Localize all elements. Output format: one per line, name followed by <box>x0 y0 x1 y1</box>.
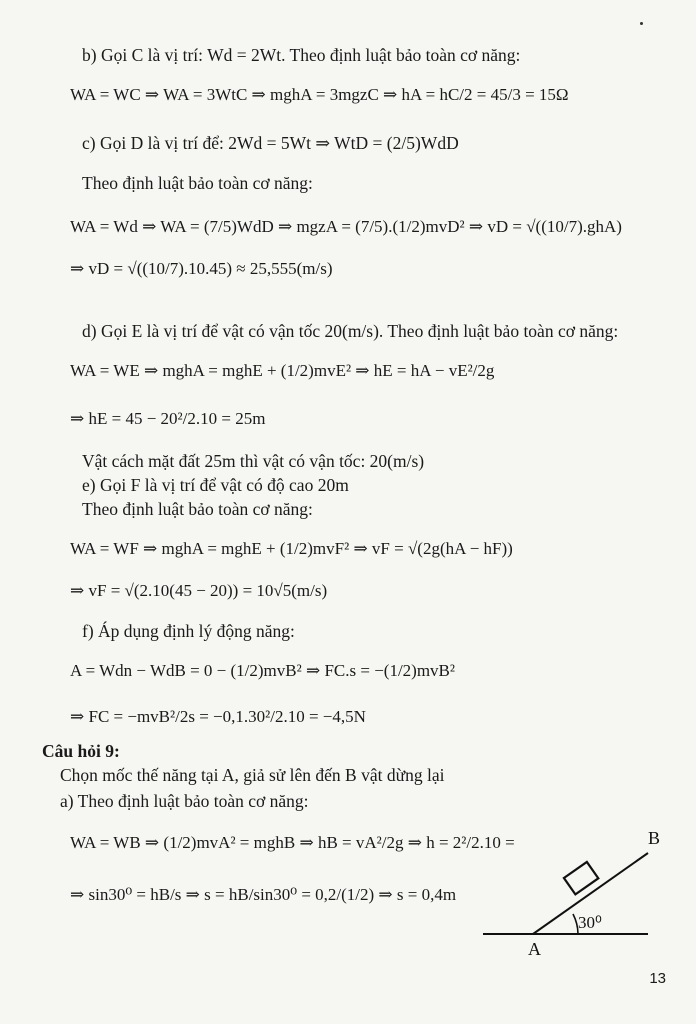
point-b-label: B <box>648 828 661 848</box>
equation-line: ⇒ FC = −mvB²/2s = −0,1.30²/2.10 = −4,5N <box>70 707 366 726</box>
text-line: f) Áp dụng định lý động năng: <box>82 621 295 641</box>
equation-line: ⇒ sin30⁰ = hB/s ⇒ s = hB/sin30⁰ = 0,2/(1/2) ⇒ s = 0,4m <box>70 885 457 904</box>
point-a-label: A <box>528 939 541 959</box>
text-line: Chọn mốc thế năng tại A, giả sử lên đến B vật dừng lại <box>60 765 445 785</box>
equation-line: WA = WC ⇒ WA = 3WtC ⇒ mghA = 3mgzC ⇒ hA = hC/2 = 45/3 = 15Ω <box>70 85 569 104</box>
angle-label: 30⁰ <box>578 913 602 932</box>
page-number: 13 <box>649 970 666 987</box>
incline-diagram <box>478 822 678 962</box>
text-line: Theo định luật bảo toàn cơ năng: <box>82 499 313 519</box>
block <box>564 862 598 894</box>
text-line: a) Theo định luật bảo toàn cơ năng: <box>60 791 309 811</box>
equation-line: ⇒ vD = √((10/7).10.45) ≈ 25,555(m/s) <box>70 259 333 278</box>
scan-dot <box>640 22 643 25</box>
equation-line: A = Wdn − WdB = 0 − (1/2)mvB² ⇒ FC.s = −(1/2)mvB² <box>70 661 455 680</box>
equation-line: ⇒ hE = 45 − 20²/2.10 = 25m <box>70 409 266 428</box>
text-line: d) Gọi E là vị trí để vật có vận tốc 20(m/s). Theo định luật bảo toàn cơ năng: <box>82 321 619 341</box>
text-line: c) Gọi D là vị trí để: 2Wd = 5Wt ⇒ WtD = (2/5)WdD <box>82 133 459 153</box>
text-line: b) Gọi C là vị trí: Wd = 2Wt. Theo định luật bảo toàn cơ năng: <box>82 45 521 65</box>
section-heading: Câu hỏi 9: <box>42 741 120 761</box>
text-line: e) Gọi F là vị trí để vật có độ cao 20m <box>82 475 349 495</box>
equation-line: ⇒ vF = √(2.10(45 − 20)) = 10√5(m/s) <box>70 581 328 600</box>
equation-line: WA = Wd ⇒ WA = (7/5)WdD ⇒ mgzA = (7/5).(1/2)mvD² ⇒ vD = √((10/7).ghA) <box>70 217 622 236</box>
text-line: Vật cách mặt đất 25m thì vật có vận tốc: 20(m/s) <box>82 451 425 471</box>
equation-line: WA = WE ⇒ mghA = mghE + (1/2)mvE² ⇒ hE = hA − vE²/2g <box>70 361 495 380</box>
equation-line: WA = WB ⇒ (1/2)mvA² = mghB ⇒ hB = vA²/2g ⇒ h = 2²/2.10 = <box>70 833 515 852</box>
text-line: Theo định luật bảo toàn cơ năng: <box>82 173 313 193</box>
equation-line: WA = WF ⇒ mghA = mghE + (1/2)mvF² ⇒ vF = √(2g(hA − hF)) <box>70 539 513 558</box>
